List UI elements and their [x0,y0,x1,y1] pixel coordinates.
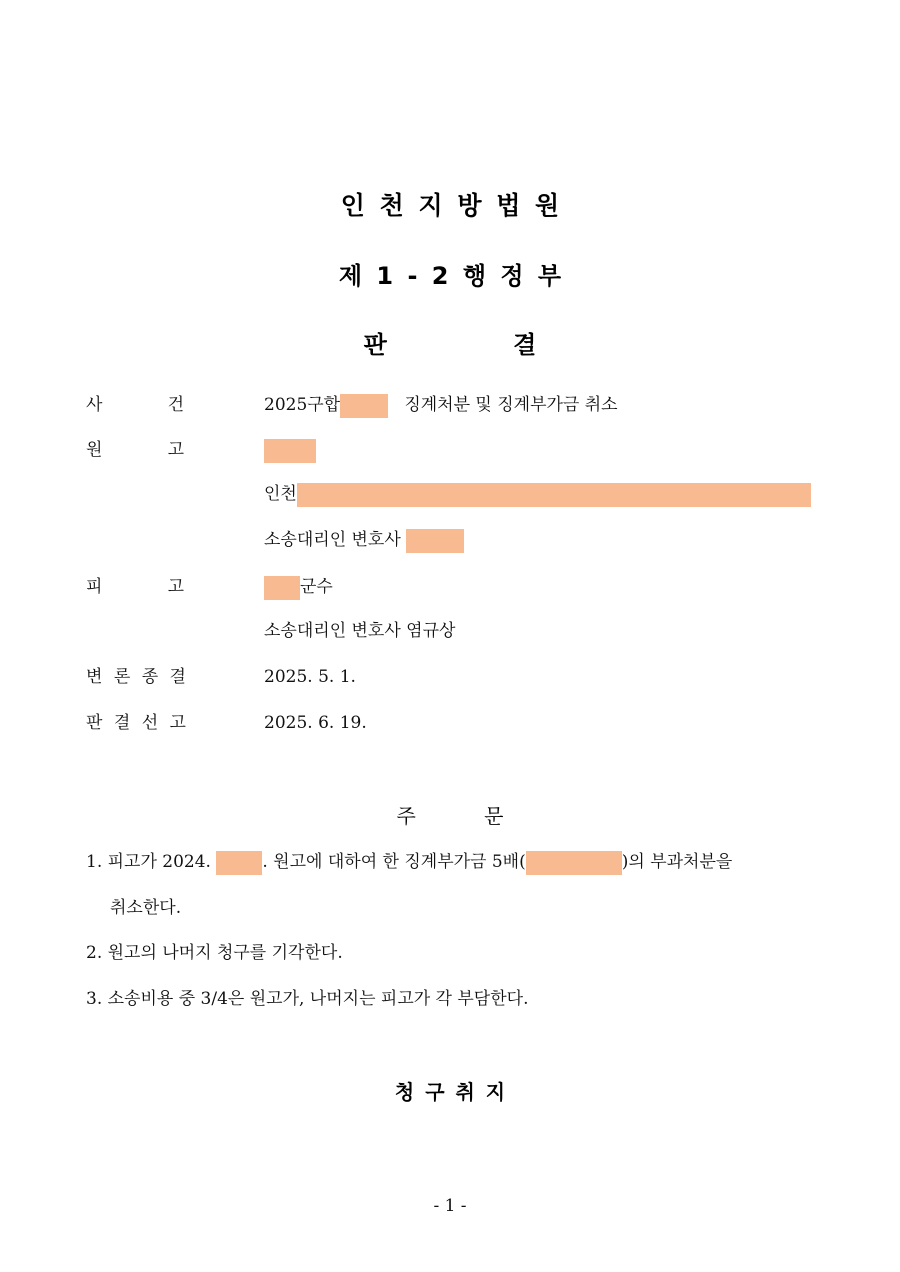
judgment-date-label: 판 결 선 고 [86,713,186,733]
plaintiff-name [264,437,316,463]
order-item-3: 3. 소송비용 중 3/4은 원고가, 나머지는 피고가 각 부담한다. [86,989,529,1009]
plaintiff-address: 인천 [264,481,811,507]
order-heading: 주 문 [396,804,504,828]
plaintiff-counsel: 소송대리인 변호사 [264,527,464,553]
order-item-1: 1. 피고가 2024. . 원고에 대하여 한 징계부가금 5배( )의 부과처분을 [86,849,732,875]
order-item-2: 2. 원고의 나머지 청구를 기각한다. [86,943,343,963]
division-name: 제 1 - 2 행 정 부 [338,262,562,290]
page-number: - 1 - [433,1196,467,1216]
case-label: 사 건 [86,395,184,415]
redaction-block [526,851,622,875]
redaction-block [264,439,316,463]
case-value [264,392,618,418]
hearing-close-date: 2025. 5. 1. [264,667,356,687]
document-type: 판 결 [363,331,537,359]
case-title: 징계처분 및 징계부가금 취소 [404,395,618,415]
plaintiff-label: 원 고 [86,440,184,460]
defendant-label: 피 고 [86,577,184,597]
redaction-block [340,394,388,418]
hearing-close-label: 변 론 종 결 [86,667,186,687]
redaction-block [264,576,300,600]
defendant-name: 군수 [264,574,333,600]
claim-heading: 청 구 취 지 [394,1080,506,1104]
court-name: 인 천 지 방 법 원 [340,191,560,220]
redaction-block [297,483,811,507]
defendant-counsel: 소송대리인 변호사 염규상 [264,621,456,641]
order-item-1-continued: 취소한다. [110,898,182,918]
case-number: 2025구합 [264,395,341,415]
redaction-block [216,851,262,875]
redaction-block [406,529,464,553]
judgment-date: 2025. 6. 19. [264,713,367,733]
